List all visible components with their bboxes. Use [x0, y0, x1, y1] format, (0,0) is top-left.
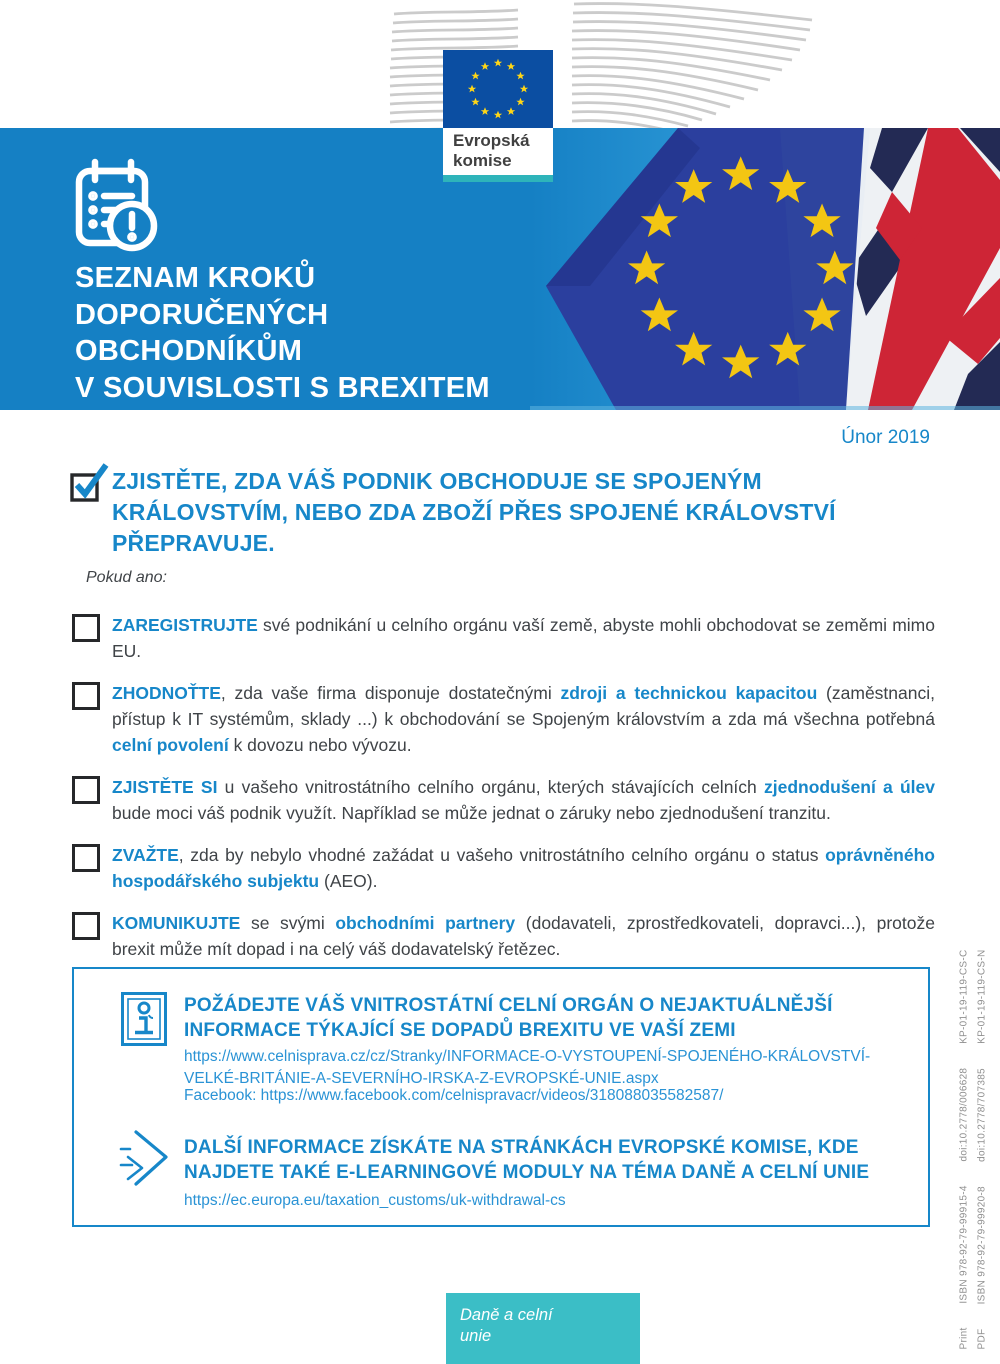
- colophon-print-line: Print ISBN 978-92-79-99915-4 doi:10.2778/006628 KP-01-19-119-CS-C: [958, 949, 970, 1350]
- double-arrow-icon: [118, 1129, 174, 1187]
- eu-flag-logo-icon: [443, 50, 553, 128]
- ec-logo: [443, 50, 553, 182]
- checklist-clipboard-icon: [68, 156, 160, 258]
- checklist-item: [72, 612, 935, 664]
- date-label: Únor 2019: [841, 427, 930, 448]
- intro-heading: ZJISTĚTE, ZDA VÁŠ PODNIK OBCHODUJE SE SPOJENÝM KRÁLOVSTVÍM, NEBO ZDA ZBOŽÍ PŘES SPOJENÉ KRÁLOVSTVÍ PŘEPRAVUJE.: [112, 468, 836, 556]
- checklist-item-text: ZVAŽTE, zda by nebylo vhodné zažádat u vašeho vnitrostátního celního orgánu o status oprávněného hospodářského subjektu (AEO).: [112, 845, 935, 891]
- checkbox-icon: [72, 912, 100, 940]
- info-box-heading-2: DALŠÍ INFORMACE ZÍSKÁTE NA STRÁNKÁCH EVROPSKÉ KOMISE, KDE NAJDETE TAKÉ E-LEARNINGOVÉ MODULY NA TÉMA DANĚ A CELNÍ UNIE: [184, 1137, 870, 1183]
- checklist-item: [72, 842, 935, 894]
- checked-box-icon: [66, 458, 110, 504]
- checklist-item-text: KOMUNIKUJTE se svými obchodními partnery (dodavateli, zprostředkovateli, dopravci...), protože brexit může mít dopad i na celý váš dodavatelský řetězec.: [112, 913, 935, 959]
- dg-taxud-tag-label: Daně a celní unie: [460, 1306, 553, 1345]
- checkbox-icon: [72, 614, 100, 642]
- checklist-item: [72, 774, 935, 826]
- checkbox-icon: [72, 682, 100, 710]
- checklist-item-text: ZJISTĚTE SI u vašeho vnitrostátního celního orgánu, kterých stávajících celních zjednodušení a úlev bude moci váš podnik využít. Například se může jednat o záruky nebo zjednodušení tranzitu.: [112, 777, 936, 823]
- info-box-heading-1: POŽÁDEJTE VÁŠ VNITROSTÁTNÍ CELNÍ ORGÁN O NEJAKTUÁLNĚJŠÍ INFORMACE TÝKAJÍCÍ SE DOPADŮ BREXITU VE VAŠÍ ZEMI: [184, 995, 833, 1041]
- ec-logo-label: Evropská komise: [443, 128, 553, 175]
- dg-taxud-tag: [446, 1293, 640, 1364]
- checklist-item-text: ZAREGISTRUJTE své podnikání u celního orgánu vaší země, abyste mohli obchodovat se zeměmi mimo EU.: [112, 615, 935, 661]
- eu-uk-flags-image: [530, 128, 1000, 410]
- info-sign-icon: [120, 991, 168, 1047]
- ec-europa-link[interactable]: https://ec.europa.eu/taxation_customs/uk-withdrawal-cs: [184, 1192, 566, 1209]
- ec-logo-teal-bar: [443, 175, 553, 182]
- checklist-item: [72, 910, 935, 962]
- info-box: [72, 967, 930, 1227]
- page-title: SEZNAM KROKŮ DOPORUČENÝCH OBCHODNÍKŮM V SOUVISLOSTI S BREXITEM: [75, 262, 490, 404]
- facebook-link[interactable]: Facebook: https://www.facebook.com/celnispravacr/videos/318088035582587/: [184, 1087, 724, 1104]
- checklist-item-text: ZHODNOŤTE, zda vaše firma disponuje dostatečnými zdroji a technickou kapacitou (zaměstnanci, přístup k IT systémům, sklady ...) k obchodování se Spojeným královstvím a zda má všechna potřebná celní povolení k dovozu nebo vývozu.: [112, 683, 935, 755]
- checkbox-icon: [72, 844, 100, 872]
- celnisprava-link[interactable]: https://www.celnisprava.cz/cz/Stranky/INFORMACE-O-VYSTOUPENÍ-SPOJENÉHO-KRÁLOVSTVÍ-VELKÉ-BRITÁNIE-A-SEVERNÍHO-IRSKA-Z-EVROPSKÉ-UNIE.aspx: [184, 1048, 871, 1087]
- condition-label: Pokud ano:: [86, 569, 167, 586]
- checklist: [72, 612, 935, 978]
- checklist-item: [72, 680, 935, 758]
- colophon-pdf-line: PDF ISBN 978-92-79-99920-8 doi:10.2778/707385 KP-01-19-119-CS-N: [976, 949, 988, 1350]
- checkbox-icon: [72, 776, 100, 804]
